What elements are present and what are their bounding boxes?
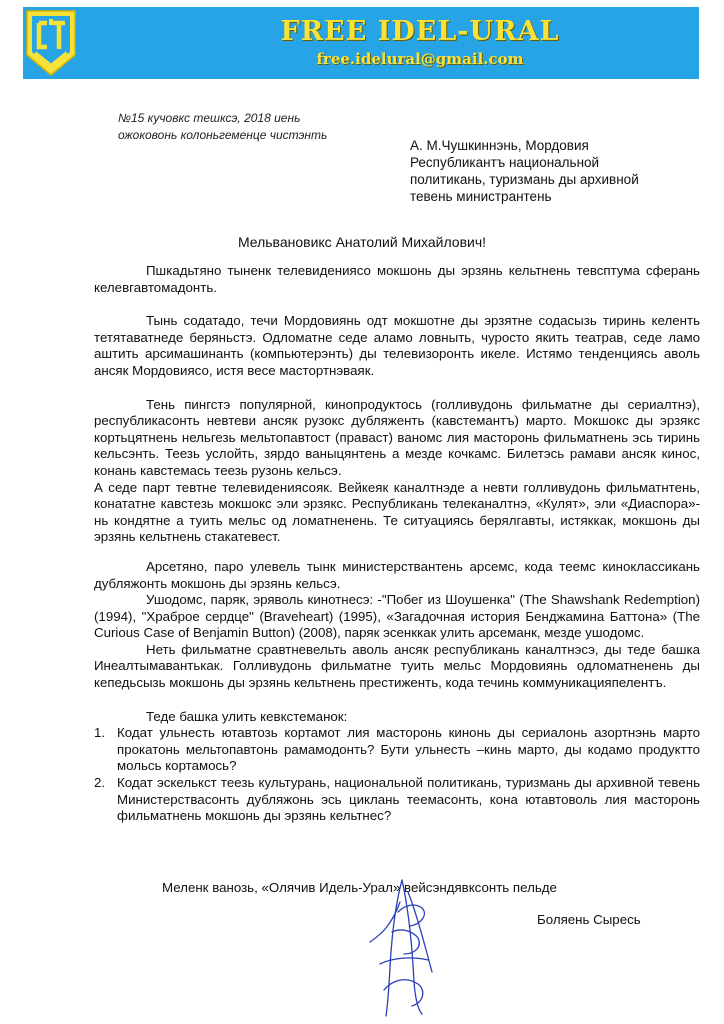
addressee-line: политикань, туризмань ды архивной xyxy=(410,172,639,187)
handwritten-signature xyxy=(362,872,448,1020)
list-item xyxy=(94,725,700,775)
reference-line: ожоковонь колоньгеменце чистэнть xyxy=(118,128,328,142)
list-item-number: 1. xyxy=(94,725,106,741)
signer-name: Боляень Сыресь xyxy=(537,912,641,927)
reference-line: №15 кучовкс тешксэ, 2018 иень xyxy=(118,111,301,125)
body-paragraph: Тень пингстэ популярной, кинопродуктось (голливудонь фильматне ды сериалтнэ), республикасонть невтеви ансяк рузокс дубляженть (кавстемантъ) марто. Мокшокс ды эрзякс кортьцятнень нельгезь мельтопавтост (праваст) ваномс лия масторонь фильматнень эсь тиринь кельсэнть. Теезь услойть, зярдо ваныцянтень а мезде кочкамс. Билетэсь рамави ансяк кинос, конань кавстемась теезь рузонь кельсэ. xyxy=(94,396,700,478)
list-item-text: Кодат эскелькст теезь культурань, национальной политикань, туризмань ды архивной тевень Министерствасонть дубляжонь эсь циклань теемасонть, кона ютавтоволь лия масторонь фильматнень мокшонь ды эрзянь кельтнес? xyxy=(117,775,700,824)
letter-body xyxy=(94,263,700,825)
addressee-line: Республикантъ национальной xyxy=(410,155,600,170)
body-paragraph: А седе парт тевтне телевидениясояк. Вейкеяк каналтнэде а невти голливудонь фильматнтень, конататне кавстезь мокшокс эли эрзякс. Республикань телеканалтнэ, «Кулят», эли «Диаспора»-нь кондятне а туить мельс од ломатненень. Те ситуациясь берялгавты, истяккак, мокшонь ды эрзянь кельтнень стакатевест. xyxy=(94,479,700,545)
organization-email: free.idelural@gmail.com xyxy=(316,50,524,68)
body-paragraph: Ушодомс, паряк, эряволь кинотнеcэ: -"Побег из Шоушенка" (The Shawshank Redemption) (1994), "Храброе сердце" (Braveheart) (1995), «Загадочная история Бенджамина Баттона» (The Curious Case of Benjamin Button) (2008), паряк эсенккак улить арсеманк, мезде ушодомс. xyxy=(94,592,700,641)
body-paragraph: Тынь содатадо, течи Мордовиянь одт мокшотне ды эрзятне содасызь тиринь келенть тетятаватнеде беряньстэ. Одломатне седе аламо ловныть, чурocто якить театрав, седе ламо аштить арсимашинанть (компьютерэнть) ды телевизоронть икеле. Истямо тенденциясь аволь ансяк Мордовиясо, истя весе мастортнэваяк. xyxy=(94,313,700,378)
list-item-number: 2. xyxy=(94,775,106,791)
idel-ural-shield-logo xyxy=(23,7,79,79)
addressee-line: тевень министрантень xyxy=(410,189,552,204)
organization-name: FREE IDEL-URAL xyxy=(280,16,560,47)
list-item-text: Кодат ульнесть ютавтозь кортамот лия масторонь кинонь ды сериалонь азортнэнь марто прокатонь мельтопавтонь рамамодонть? Бути ульнесть –кинь марто, ды кодамо продуктто мольсь кортамось? xyxy=(117,725,700,774)
letter-reference xyxy=(118,110,327,144)
addressee-block xyxy=(410,137,700,205)
salutation: Мельвановикс Анатолий Михайлович! xyxy=(237,234,487,250)
closing-line: Меленк ванозь, «Олячив Идель-Урал» вейсэндявксонть пельде xyxy=(162,880,557,895)
body-paragraph: Неть фильматне сравтневельть аволь ансяк республикань каналтнэсэ, ды теде башка Инеалтымавантькак. Голливудонь фильматне туить мельс Мордовиянь одломатненень ды кепедьсызь мокшонь ды эрзянь кельтнень престиженть, кода течинь коммуникацияпелентъ. xyxy=(94,641,700,691)
list-item xyxy=(94,775,700,825)
questions-intro: Теде башка улить кевкстеманок: xyxy=(146,708,348,724)
body-paragraph: Пшкадьтяно тыненк телевидениясо мокшонь ды эрзянь кельтнень тевсптума сферань келевгавтомадонть. xyxy=(94,263,700,295)
body-paragraph: Арсетяно, паро улевель тынк министерствантень арсемс, кода теемс киноклассикань дубляжонть мокшонь ды эрзянь кельсэ. xyxy=(94,558,700,591)
questions-list xyxy=(94,725,700,825)
addressee-line: А. М.Чушкиннэнь, Мордовия xyxy=(410,138,589,153)
